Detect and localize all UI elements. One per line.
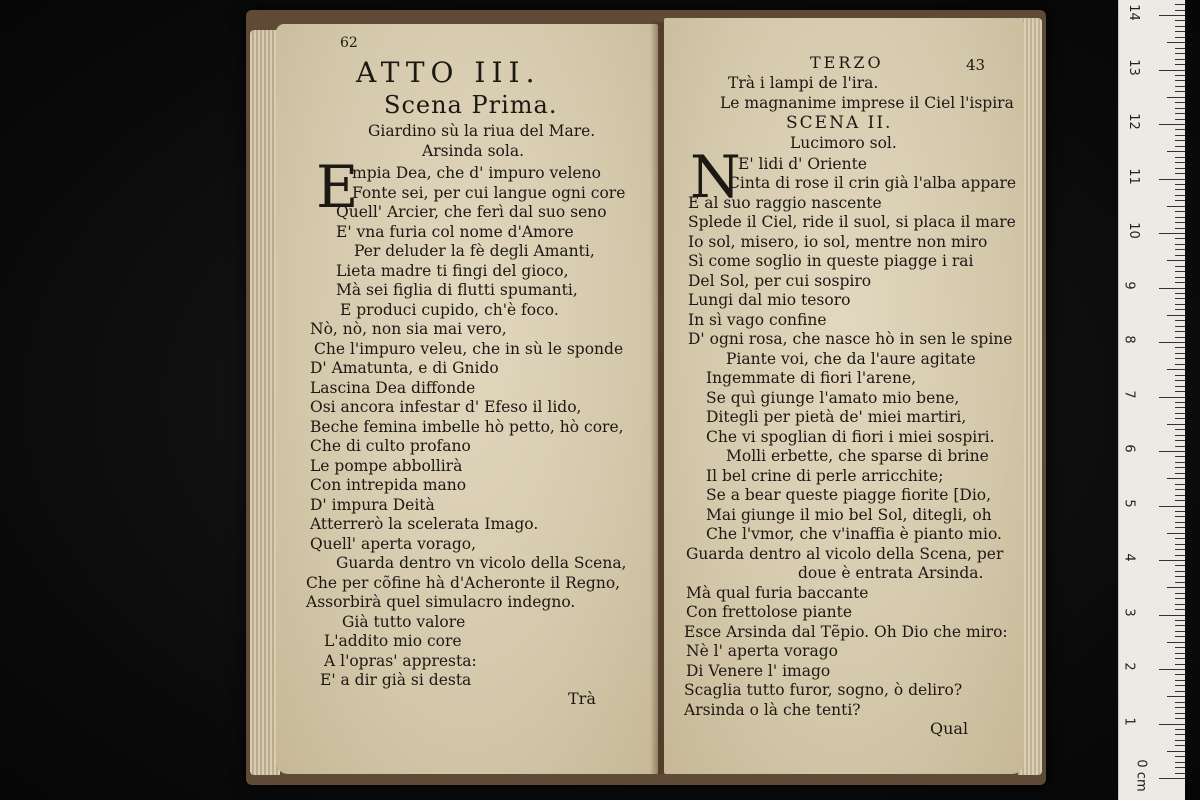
ruler-tick <box>1167 97 1185 98</box>
left-page <box>276 24 658 774</box>
verse-line: E al suo raggio nascente <box>688 194 882 212</box>
scene-character: Lucimoro sol. <box>790 134 897 152</box>
ruler-tick <box>1175 184 1185 185</box>
verse-line: Quell' aperta vorago, <box>310 535 477 553</box>
ruler-tick <box>1175 195 1185 196</box>
ruler-tick <box>1175 162 1185 163</box>
ruler-tick <box>1159 560 1185 561</box>
verse-line: Mai giunge il mio bel Sol, ditegli, oh <box>706 506 992 524</box>
ruler-tick <box>1175 80 1185 81</box>
verse-line: Che per cõfine hà d'Acheronte il Regno, <box>306 574 621 592</box>
ruler-tick <box>1175 598 1185 599</box>
ruler-tick <box>1175 604 1185 605</box>
ruler-tick <box>1175 249 1185 250</box>
ruler-label: 9 <box>1121 280 1137 290</box>
verse-line: mpia Dea, che d' impuro veleno <box>352 164 601 182</box>
ruler-tick <box>1175 555 1185 556</box>
ruler-tick <box>1175 391 1185 392</box>
ruler-tick <box>1175 108 1185 109</box>
ruler-tick <box>1175 402 1185 403</box>
ruler-tick <box>1167 151 1185 152</box>
ruler-tick <box>1175 228 1185 229</box>
verse-line: Splede il Ciel, ride il suol, si placa il mare <box>688 213 1016 231</box>
verse-line: Che vi spoglian di fiori i miei sospiri. <box>706 428 995 446</box>
ruler-tick <box>1175 146 1185 147</box>
scene-title: Scena Prima. <box>384 91 558 119</box>
ruler-label: 3 <box>1121 607 1137 617</box>
scene-character: Arsinda sola. <box>422 142 524 160</box>
verse-line: L'addito mio core <box>324 632 462 650</box>
ruler-tick <box>1175 484 1185 485</box>
ruler-label: 10 <box>1125 222 1141 239</box>
ruler-label: 6 <box>1121 444 1137 453</box>
ruler-label: 2 <box>1121 662 1137 671</box>
catchword: Trà <box>568 689 596 708</box>
ruler-tick <box>1175 740 1185 741</box>
ruler-tick <box>1175 304 1185 305</box>
scene-setting: Giardino sù la riua del Mare. <box>368 122 596 140</box>
ruler-tick <box>1159 778 1185 779</box>
ruler-tick <box>1167 42 1185 43</box>
ruler-tick <box>1175 168 1185 169</box>
ruler-tick <box>1175 756 1185 757</box>
verse-line: E' lidi d' Oriente <box>738 155 867 173</box>
verse-line: Il bel crine di perle arricchite; <box>706 467 944 485</box>
ruler-tick <box>1175 358 1185 359</box>
verse-line: Mà qual furia baccante <box>686 584 869 602</box>
ruler-tick <box>1175 762 1185 763</box>
ruler-tick <box>1175 75 1185 76</box>
ruler-tick <box>1175 364 1185 365</box>
stage-direction: Guarda dentro al vicolo della Scena, per <box>686 545 1004 563</box>
ruler-tick <box>1175 691 1185 692</box>
ruler-tick <box>1175 565 1185 566</box>
verse-line: Lungi dal mio tesoro <box>688 291 851 309</box>
ruler-tick <box>1175 625 1185 626</box>
ruler-tick <box>1175 86 1185 87</box>
catchword: Qual <box>930 719 969 738</box>
ruler-tick <box>1159 724 1185 725</box>
ruler-tick <box>1175 631 1185 632</box>
ruler-label: 1 <box>1121 716 1137 726</box>
ruler-tick <box>1175 20 1185 21</box>
ruler-tick <box>1175 664 1185 665</box>
ruler-tick <box>1175 102 1185 103</box>
ruler-tick <box>1175 347 1185 348</box>
ruler-label: 7 <box>1121 389 1137 399</box>
verse-line: Molli erbette, che sparse di brine <box>726 447 989 465</box>
ruler-tick <box>1175 380 1185 381</box>
ruler-tick <box>1175 217 1185 218</box>
ruler-tick <box>1159 70 1185 71</box>
ruler-tick <box>1175 446 1185 447</box>
verse-line: E produci cupido, ch'è foco. <box>340 301 559 319</box>
verse-line: Che di culto profano <box>310 437 471 455</box>
verse-line: Piante voi, che da l'aure agitate <box>726 350 976 368</box>
verse-line: Fonte sei, per cui langue ogni core <box>352 184 626 202</box>
verse-line: Per deluder la fè degli Amanti, <box>354 242 595 260</box>
ruler-tick <box>1175 266 1185 267</box>
ruler-tick <box>1175 653 1185 654</box>
ruler-tick <box>1175 495 1185 496</box>
ruler-tick <box>1175 609 1185 610</box>
ruler-tick <box>1175 702 1185 703</box>
ruler-tick <box>1175 353 1185 354</box>
drop-cap: E <box>316 153 359 221</box>
verse-line: Se quì giunge l'amato mio bene, <box>706 389 960 407</box>
verse-line: D' ogni rosa, che nasce hò in sen le spine <box>688 330 1013 348</box>
corner-mark: 62 <box>340 35 358 51</box>
ruler-tick <box>1175 298 1185 299</box>
verse-line: Io sol, misero, io sol, mentre non miro <box>688 233 988 251</box>
ruler-tick <box>1159 124 1185 125</box>
verse-line: Lascina Dea diffonde <box>310 379 476 397</box>
ruler-tick <box>1159 233 1185 234</box>
ruler-label: 5 <box>1121 498 1137 508</box>
verse-line: Del Sol, per cui sospiro <box>688 272 872 290</box>
ruler-tick <box>1167 587 1185 588</box>
ruler-tick <box>1159 669 1185 670</box>
ruler-tick <box>1159 288 1185 289</box>
verse-line: Ingemmate di fiori l'arene, <box>706 369 917 387</box>
ruler-tick <box>1175 37 1185 38</box>
ruler-tick <box>1175 745 1185 746</box>
verse-line: Con intrepida mano <box>310 476 467 494</box>
verse-line: Osi ancora infestar d' Efeso il lido, <box>310 398 582 416</box>
ruler-tick <box>1175 91 1185 92</box>
ruler-tick <box>1175 636 1185 637</box>
ruler-tick <box>1175 527 1185 528</box>
verse-line: Arsinda o là che tenti? <box>684 701 861 719</box>
ruler-tick <box>1175 440 1185 441</box>
ruler-tick <box>1167 206 1185 207</box>
act-title: ATTO III. <box>356 56 541 89</box>
verse-line: Cinta di rose il crin già l'alba appare <box>728 174 1017 192</box>
ruler-tick <box>1175 293 1185 294</box>
ruler-label: 8 <box>1121 335 1137 344</box>
ruler-tick <box>1175 767 1185 768</box>
ruler-tick <box>1167 478 1185 479</box>
verse-line: Atterrerò la scelerata Imago. <box>310 515 539 533</box>
scene-title: SCENA II. <box>786 113 893 133</box>
ruler-tick <box>1175 135 1185 136</box>
ruler-tick <box>1175 549 1185 550</box>
ruler-tick <box>1167 369 1185 370</box>
ruler-tick <box>1167 751 1185 752</box>
ruler-tick <box>1175 113 1185 114</box>
ruler-tick <box>1175 31 1185 32</box>
verse-line: Assorbirà quel simulacro indegno. <box>306 593 576 611</box>
ruler-tick <box>1167 696 1185 697</box>
ruler-tick <box>1175 4 1185 5</box>
ruler-tick <box>1175 729 1185 730</box>
verse-line: Mà sei figlia di flutti spumanti, <box>336 281 578 299</box>
ruler-tick <box>1167 315 1185 316</box>
ruler-tick <box>1167 424 1185 425</box>
ruler-tick <box>1175 473 1185 474</box>
ruler-tick <box>1175 620 1185 621</box>
ruler-tick <box>1175 48 1185 49</box>
verse-line: Già tutto valore <box>342 613 466 631</box>
ruler-tick <box>1175 658 1185 659</box>
ruler-tick <box>1175 707 1185 708</box>
ruler-tick <box>1175 119 1185 120</box>
ruler-label: 4 <box>1121 553 1137 562</box>
verse-line: A l'opras' appresta: <box>324 652 477 670</box>
verse-line: Di Venere l' imago <box>686 662 831 680</box>
ruler-tick <box>1175 674 1185 675</box>
verse-line: Sì come soglio in queste piagge i rai <box>688 252 974 270</box>
ruler-tick <box>1175 713 1185 714</box>
ruler-tick <box>1175 500 1185 501</box>
verse-line: Che l'vmor, che v'inaffia è pianto mio. <box>706 525 1002 543</box>
ruler-tick <box>1175 538 1185 539</box>
ruler-tick <box>1175 386 1185 387</box>
verse-line: E' vna furia col nome d'Amore <box>336 223 574 241</box>
ruler-tick <box>1175 200 1185 201</box>
ruler-tick <box>1175 685 1185 686</box>
ruler-label: 11 <box>1125 167 1141 185</box>
ruler-tick <box>1175 53 1185 54</box>
ruler-tick <box>1175 244 1185 245</box>
ruler-tick <box>1175 211 1185 212</box>
ruler-tick <box>1175 429 1185 430</box>
ruler-tick <box>1175 571 1185 572</box>
ruler-label: 13 <box>1125 58 1141 76</box>
page-number: 43 <box>966 56 986 74</box>
running-head: TERZO <box>810 53 884 72</box>
verse-line: Le magnanime imprese il Ciel l'ispira <box>720 94 1014 112</box>
ruler-tick <box>1175 593 1185 594</box>
stage-direction: Esce Arsinda dal Tẽpio. Oh Dio che miro: <box>684 623 1008 641</box>
ruler-tick <box>1175 647 1185 648</box>
ruler-tick <box>1175 140 1185 141</box>
verse-line: Che l'impuro veleu, che in sù le sponde <box>314 340 624 358</box>
ruler-tick <box>1175 271 1185 272</box>
ruler-tick <box>1175 309 1185 310</box>
ruler-tick <box>1159 179 1185 180</box>
stage-direction: doue è entrata Arsinda. <box>798 564 984 582</box>
ruler-tick <box>1175 64 1185 65</box>
ruler-tick <box>1175 413 1185 414</box>
verse-line: E' a dir già si desta <box>320 671 472 689</box>
ruler-tick <box>1167 260 1185 261</box>
ruler-tick <box>1175 582 1185 583</box>
ruler-tick <box>1159 451 1185 452</box>
ruler-tick <box>1159 615 1185 616</box>
ruler-tick <box>1175 576 1185 577</box>
verse-line: Le pompe abbollirà <box>310 457 463 475</box>
verse-line: Nò, nò, non sia mai vero, <box>310 320 507 338</box>
ruler-tick <box>1175 407 1185 408</box>
verse-line: Se a bear queste piagge fiorite [Dio, <box>706 486 992 504</box>
ruler-label: 0 cm <box>1133 759 1149 792</box>
drop-cap: N <box>690 143 741 211</box>
ruler-tick <box>1159 15 1185 16</box>
ruler-tick <box>1175 489 1185 490</box>
ruler-tick <box>1175 282 1185 283</box>
ruler-tick <box>1175 326 1185 327</box>
measuring-ruler <box>1118 0 1185 800</box>
ruler-tick <box>1175 255 1185 256</box>
verse-line: In sì vago confine <box>688 311 827 329</box>
ruler-tick <box>1159 506 1185 507</box>
verse-line: Nè l' aperta vorago <box>686 642 838 660</box>
verse-line: Beche femina imbelle hò petto, hò core, <box>310 418 624 436</box>
ruler-tick <box>1175 320 1185 321</box>
ruler-tick <box>1175 222 1185 223</box>
ruler-tick <box>1175 10 1185 11</box>
ruler-tick <box>1175 129 1185 130</box>
ruler-tick <box>1167 533 1185 534</box>
verse-line: D' impura Deità <box>310 496 435 514</box>
ruler-tick <box>1159 397 1185 398</box>
ruler-tick <box>1175 456 1185 457</box>
right-page <box>664 18 1024 774</box>
ruler-tick <box>1175 173 1185 174</box>
ruler-label: 14 <box>1125 4 1141 21</box>
verse-line: Scaglia tutto furor, sogno, ò deliro? <box>684 681 963 699</box>
ruler-tick <box>1175 375 1185 376</box>
ruler-tick <box>1175 773 1185 774</box>
ruler-tick <box>1175 337 1185 338</box>
verse-line: D' Amatunta, e di Gnido <box>310 359 499 377</box>
ruler-tick <box>1175 238 1185 239</box>
ruler-tick <box>1175 435 1185 436</box>
ruler-tick <box>1175 462 1185 463</box>
verse-line: Ditegli per pietà de' miei martiri, <box>706 408 967 426</box>
ruler-tick <box>1175 467 1185 468</box>
ruler-tick <box>1175 734 1185 735</box>
verse-line: Con frettolose piante <box>686 603 853 621</box>
ruler-tick <box>1175 59 1185 60</box>
verse-line: Lieta madre ti fingi del gioco, <box>336 262 569 280</box>
ruler-tick <box>1175 680 1185 681</box>
ruler-tick <box>1175 718 1185 719</box>
ruler-tick <box>1175 157 1185 158</box>
ruler-tick <box>1175 26 1185 27</box>
ruler-tick <box>1175 331 1185 332</box>
verse-line: Trà i lampi de l'ira. <box>728 74 879 92</box>
verse-line: Quell' Arcier, che ferì dal suo seno <box>336 203 607 221</box>
ruler-tick <box>1175 511 1185 512</box>
ruler-tick <box>1175 189 1185 190</box>
ruler-label: 12 <box>1125 113 1141 130</box>
ruler-tick <box>1159 342 1185 343</box>
ruler-tick <box>1175 516 1185 517</box>
ruler-tick <box>1167 642 1185 643</box>
stage-direction: Guarda dentro vn vicolo della Scena, <box>336 554 627 572</box>
ruler-tick <box>1175 277 1185 278</box>
ruler-tick <box>1175 418 1185 419</box>
ruler-tick <box>1175 544 1185 545</box>
ruler-tick <box>1175 522 1185 523</box>
